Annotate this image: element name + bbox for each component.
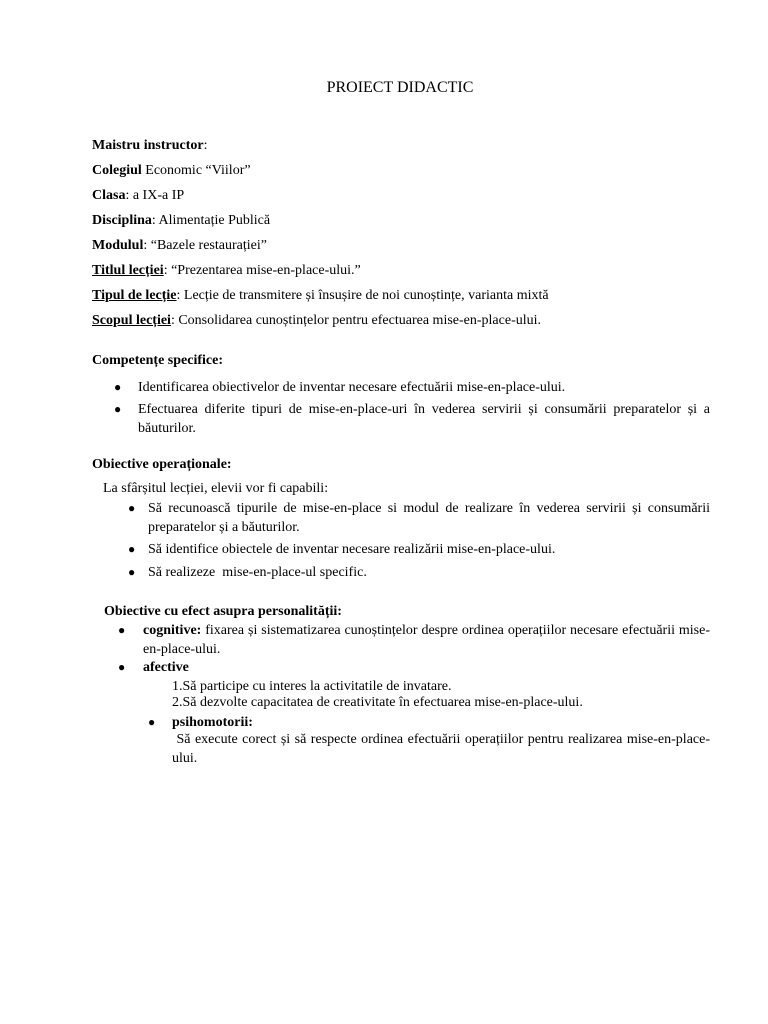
obiective-operationale-item-1: Să recunoască tipurile de mise-en-place si modul de realizare în vederea servirii și consumării preparatelor și a băuturilor. xyxy=(148,501,710,535)
field-disciplina-label: Disciplina xyxy=(92,213,152,228)
field-clasa-label: Clasa xyxy=(92,188,126,203)
field-modulul-label: Modulul xyxy=(92,238,144,253)
field-maistru-value: : xyxy=(203,138,208,153)
competente-item-2: Efectuarea diferite tipuri de mise-en-place-uri în vederea servirii și consumării preparatelor și a băuturilor. xyxy=(138,402,710,436)
psihomotorii-text: Să execute corect și să respecte ordinea efectuării operațiilor pentru realizarea mise-en-place-ului. xyxy=(172,732,710,766)
obiective-personalitate-heading: Obiective cu efect asupra personalității: xyxy=(104,604,342,619)
field-scopul-label: Scopul lecției xyxy=(92,313,171,328)
bullet-dot-icon: ● xyxy=(128,542,136,556)
field-modulul-value: : “Bazele restaurației” xyxy=(143,238,267,253)
field-maistru xyxy=(92,136,207,155)
field-maistru-label: Maistru instructor xyxy=(92,138,204,153)
field-tipul xyxy=(92,286,549,305)
competente-heading: Competențe specifice: xyxy=(92,353,224,368)
obiective-operationale-item-2: Să identifice obiectele de inventar necesare realizării mise-en-place-ului. xyxy=(148,542,556,557)
obiective-operationale-heading: Obiective operaționale: xyxy=(92,457,232,472)
field-disciplina-value: : Alimentație Publică xyxy=(151,213,271,228)
bullet-dot-icon: ● xyxy=(118,660,126,674)
afective-item-1: 1.Să participe cu interes la activitatile de invatare. xyxy=(172,679,452,694)
obiective-operationale-intro: La sfârșitul lecției, elevii vor fi capabili: xyxy=(103,481,329,496)
field-modulul xyxy=(92,236,267,255)
bullet-dot-icon: ● xyxy=(118,623,126,637)
bullet-dot-icon: ● xyxy=(114,402,122,416)
field-colegiul-label: Colegiul xyxy=(92,163,142,178)
competente-item-1: Identificarea obiectivelor de inventar necesare efectuării mise-en-place-ului. xyxy=(138,380,566,395)
field-clasa-value: : a IX-a IP xyxy=(125,188,185,203)
afective-item-2: 2.Să dezvolte capacitatea de creativitate în efectuarea mise-en-place-ului. xyxy=(172,695,583,710)
bullet-dot-icon: ● xyxy=(148,715,156,729)
field-titlul-value: : “Prezentarea mise-en-place-ului.” xyxy=(163,263,361,278)
field-titlul-label: Titlul lecției xyxy=(92,263,164,278)
obiective-operationale-item-3: Să realizeze mise-en-place-ul specific. xyxy=(148,565,367,580)
psihomotorii-label: psihomotorii: xyxy=(172,715,253,730)
bullet-dot-icon: ● xyxy=(114,380,122,394)
field-tipul-label: Tipul de lecție xyxy=(92,288,177,303)
field-colegiul-value: Economic “Viilor” xyxy=(141,163,251,178)
field-scopul-value: : Consolidarea cunoștințelor pentru efectuarea mise-en-place-ului. xyxy=(170,313,542,328)
field-tipul-value: : Lecție de transmitere și însușire de noi cunoștințe, varianta mixtă xyxy=(176,288,549,303)
cognitive-label: cognitive: xyxy=(143,623,202,638)
bullet-dot-icon: ● xyxy=(128,565,136,579)
cognitive-item xyxy=(143,621,710,659)
field-titlul xyxy=(92,261,361,280)
document-title: PROIECT DIDACTIC xyxy=(326,79,474,96)
field-disciplina xyxy=(92,211,270,230)
field-colegiul xyxy=(92,161,251,180)
afective-label: afective xyxy=(143,660,189,675)
field-scopul xyxy=(92,311,541,330)
bullet-dot-icon: ● xyxy=(128,501,136,515)
cognitive-text: fixarea și sistematizarea cunoștințelor despre ordinea operațiilor necesare efectuării mise-en-place-ului. xyxy=(143,623,710,657)
field-clasa xyxy=(92,186,184,205)
